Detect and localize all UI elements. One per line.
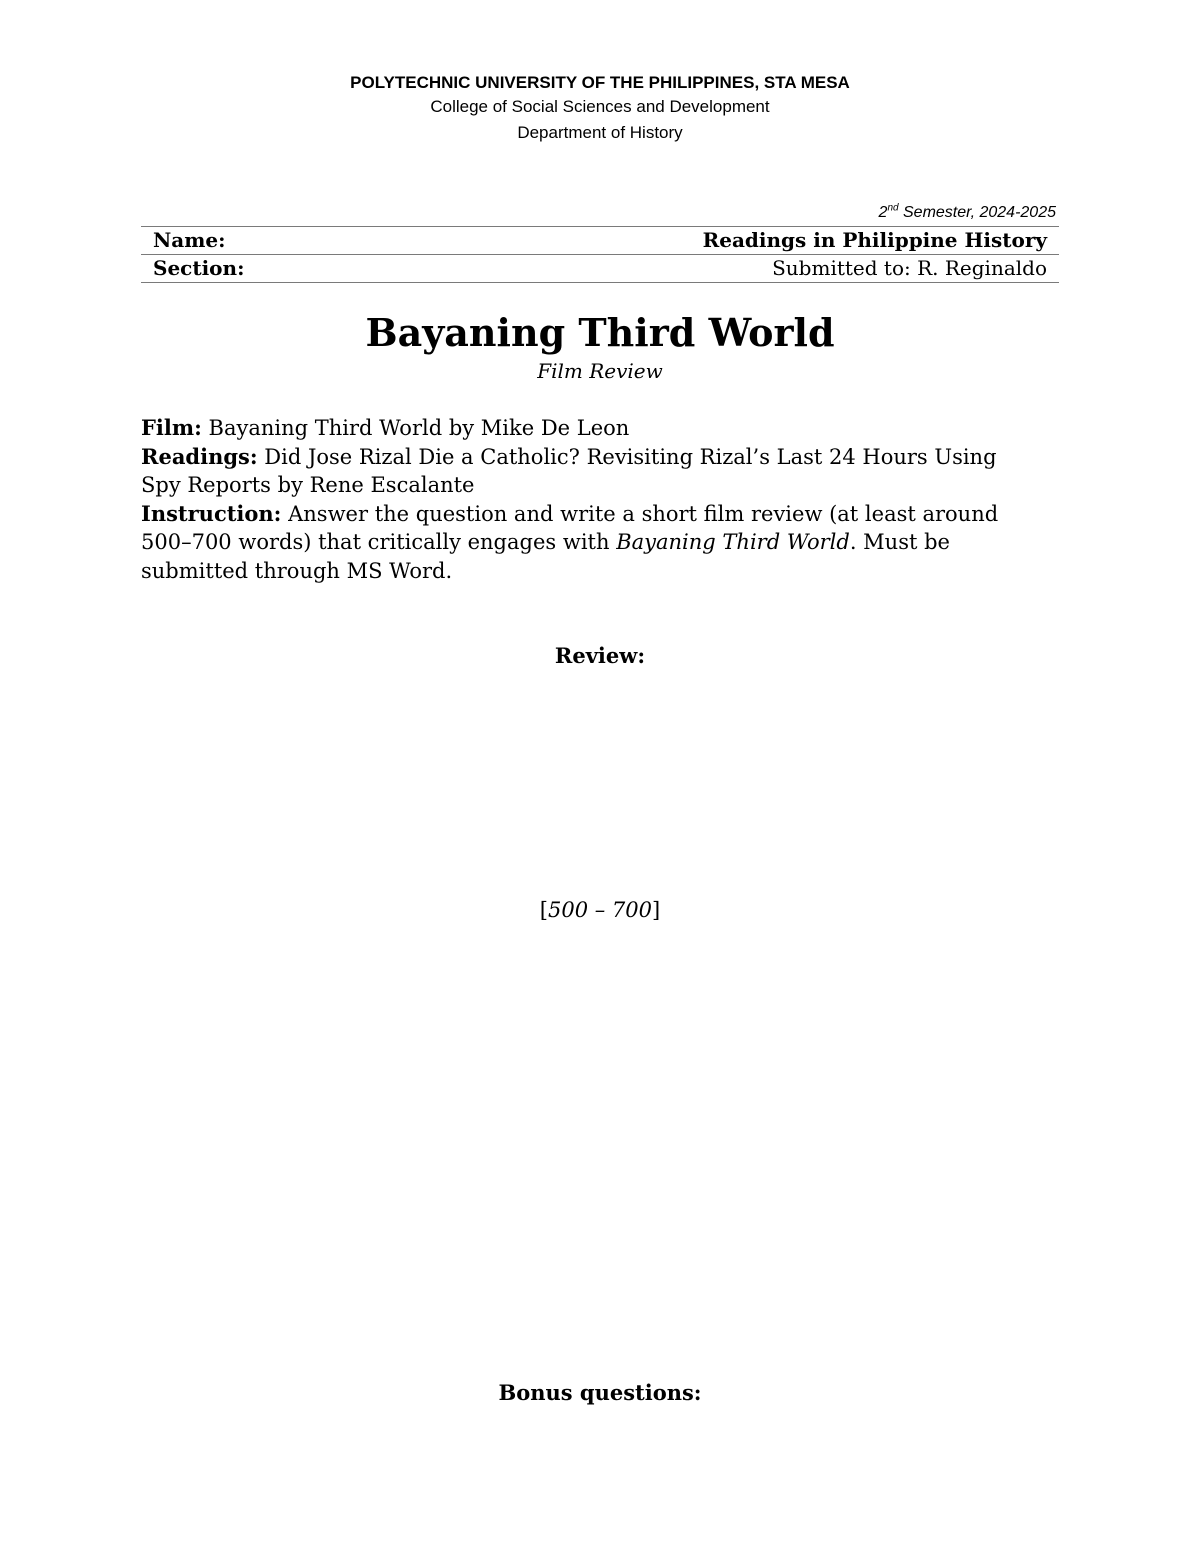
review-heading: Review:: [554, 643, 646, 668]
instruction-line: [141, 500, 1041, 586]
film-text: Bayaning Third World by Mike De Leon: [201, 416, 630, 440]
info-table: [141, 226, 1059, 283]
readings-text: Did Jose Rizal Die a Catholic? Revisiting Rizal’s Last 24 Hours Using Spy Reports by Rene Escalante: [141, 444, 997, 497]
instruction-film-title: Bayaning Third World: [616, 530, 850, 554]
readings-line: [141, 443, 1041, 500]
bracket-open: [: [539, 898, 548, 922]
word-count-range: 500 – 700: [547, 898, 652, 922]
college-name: College of Social Sciences and Development: [430, 97, 770, 116]
instruction-label: Instruction:: [141, 500, 282, 526]
semester-line: [600, 203, 1056, 223]
word-count-placeholder: [0, 896, 1200, 924]
bonus-questions-heading: Bonus questions:: [498, 1380, 702, 1405]
info-row-name: [141, 227, 1059, 255]
name-label: Name:: [141, 227, 360, 255]
semester-number: 2: [878, 204, 888, 221]
film-line: [141, 414, 1041, 443]
bracket-close: ]: [652, 898, 661, 922]
instruction-text-2: . Must be submitted through MS Word.: [141, 530, 950, 583]
section-label: Section:: [141, 255, 360, 283]
document-header: [0, 72, 1200, 146]
semester-rest: Semester, 2024-2025: [898, 204, 1056, 221]
document-title: Bayaning Third World: [365, 310, 835, 355]
readings-label: Readings:: [141, 443, 258, 469]
university-name: POLYTECHNIC UNIVERSITY OF THE PHILIPPINES, STA MESA: [350, 73, 850, 92]
submitted-to: Submitted to: R. Reginaldo: [360, 255, 1059, 283]
course-title: Readings in Philippine History: [360, 227, 1059, 255]
assignment-details: [141, 414, 1041, 585]
document-subtitle: Film Review: [537, 359, 663, 383]
department-name: Department of History: [517, 123, 683, 142]
semester-suffix: nd: [887, 202, 899, 214]
instruction-text-1: Answer the question and write a short film review (at least around 500–700 words) that critically engages with: [141, 501, 999, 554]
info-row-section: [141, 255, 1059, 283]
film-label: Film:: [141, 415, 202, 440]
